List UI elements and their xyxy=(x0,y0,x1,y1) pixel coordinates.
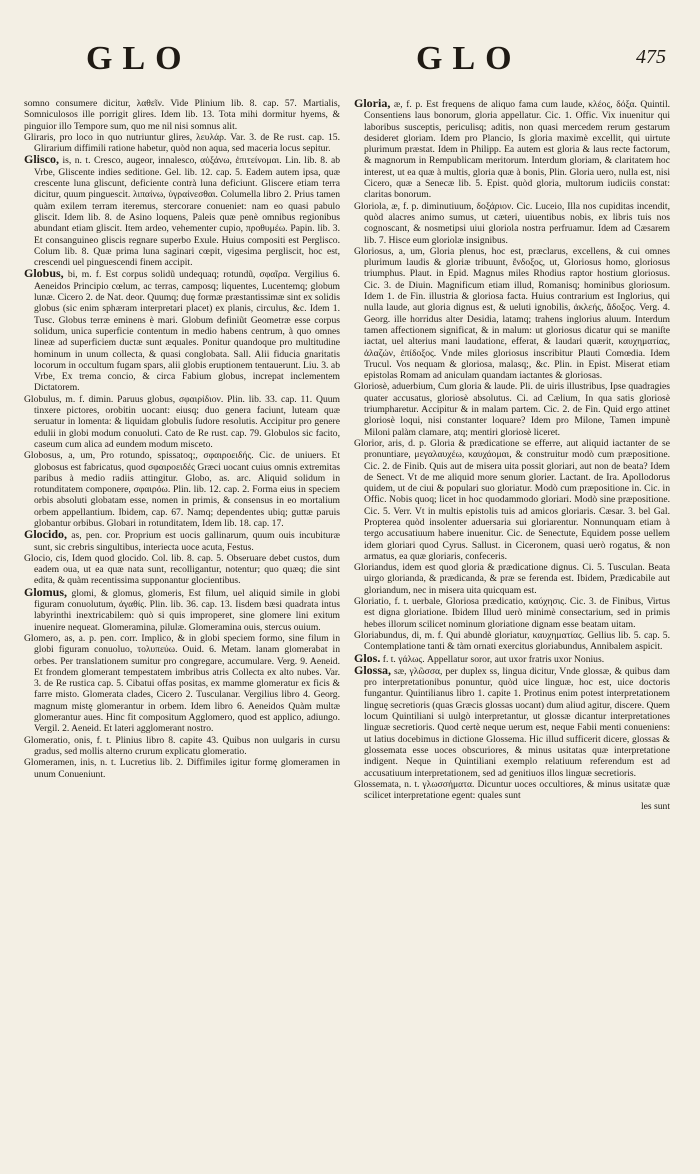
entry-text: Glorior, aris, d. p. Gloria & prædicatione se efferre, aut aliquid iactanter de se pronuntiare, μεγαλαυχέω, καυχάομαι, & construitur modò cum præpositione. Cic. 2. de Finib. Quis aut de misera uita possit gloriari, aut non de beata? Idem de Senect. Vt de me aliquid more senum glorier. Lactant. de Ira. Apollodorus quidem, ut de ciui & populari suo gloriatur. Modò cum præpositione in. Cic. in Offic. Nobis quoq; licet in hoc quodammodo gloriari. Modò sine præpositione. Cic. 5. Verr. Vt in multis epistolis tuis ad amicos gloriaris. Cæsar. 3. bel Gal. Propterea quòd insolenter aduersaria sui gloriarentur. Nonnunquam etiam à tergo accusatiuum habere inuenitur. Cic. de Senectute, Equidem posse uellem idem gloriari quod Cyrus. Sallust. in Ciceronem, quasi uerò rogatus, & non armatus, ea quæ gloriaris, confeceris. xyxy=(354,437,670,562)
dictionary-entry xyxy=(24,757,340,780)
dictionary-entry xyxy=(354,201,670,246)
entry-text: Globulus, m. f. dimin. Paruus globus, σφαιρίδιον. Plin. lib. 33. cap. 11. Quum tinxere pictores, orobitin uocant: eiusq; duo genera faciunt, luteam quæ seruatur in lomenta: & liquidam globulis ſudore resolutis. Accipitur pro genere edulii in globi modum conuoluti. Cato de Re rust. cap. 79. Globulos sic facito, caseum cum alica ad eundem modum misceto. xyxy=(24,393,340,450)
dictionary-entry xyxy=(354,596,670,630)
entry-text: Gloriatio, f. t. uerbale, Gloriosa prædicatio, καύχησις. Cic. 3. de Finibus, Virtus est digna gloriatione. Ibidem Illud uerò minimè consectarium, sed in primis hebes illorum scilicet nominum gloriatione dignam esse beatam uitam. xyxy=(354,596,670,630)
right-column xyxy=(354,98,670,813)
entry-text: Glocio, cis, Idem quod glocido. Col. lib. 8. cap. 5. Obseruare debet custos, dum eadem oua, ut ea quæ nata sunt, recolligantur, notentur; quo quæq; die sint edita, & quàm recentissima supponantur glocientibus. xyxy=(24,552,340,587)
entry-text: Gloriosus, a, um, Gloria plenus, hoc est, præclarus, excellens, & cui omnes plurimum laudis & gloriæ tribuunt, ἔνδοξος, ut, Gloriosus homo, gloriosus triumphus. Plaut. in Epid. Magnus miles Rhodius raptor hostium gloriosus. Cic. 3. de Diuin. Magnificum etiam illud, Romanisq; hominibus gloriosum. Idem 1. de Fin. illustria & gloriosa facta. Huius contrarium est Inglorius, qui nulla laude, aut gloria dignus est, & ueluti ignobilis, ἀκλεής, ἄδοξος. Verg. 4. Georg. ille horridus alter Desidia, latamq; trahens inglorius aluum. Interdum tamen affectionem significat, & in malum: ut gloriosus dicatur qui se maniſte iactat, uel alterius mani laudationε, efferat, & laudari quærit, καυχηματίας, ἀλαζών, ἐπίδοξος. Vnde miles gloriosus inscribitur Plauti Comœdia. Idem Trucul. Vos nequam & gloriosa, malasq;, &c. Plin. in Epist. Miserat etiam epistolas Romam ad aniculam quandam iactantes & gloriosas. xyxy=(354,245,670,382)
dictionary-entry xyxy=(24,735,340,758)
entry-text: is, n. t. Cresco, augeor, innalesco, αὐξάνω, ἐπιτείνομαι. Lin. lib. 8. ab Vrbe, Gliscente indies seditione. Gel. lib. 12. cap. 5. Eadem autem ipsa, quæ crescente luna gliscunt, deficiente contrà luna deficiunt. Gliscere etiam terra dicitur, quum pinguescit. λιπαίνω, ὑγραίνεσθαι. Columella libro 2. Prius tamen quàm exilem terram iteremus, stercorare conueniet: nam eo quasi pabulo gliscit. Idem lib. 8. de Asino loquens, Paleis quæ penè omnibus regionibus abundant etiam gliscit. Item ardeo, vehementer cupio, προθυμέω. Papin. lib. 3. Et consanguineo gliscis regnare superbo Exule. Huius compositi est Pergliscο. Colum lib. 8. Quæ prima luna saginari cœpit, vigesima pergliscit, hoc est, crescendi uel pinguescendi finem accipit. xyxy=(34,155,340,269)
entry-headword: Glocido, xyxy=(24,527,68,542)
entry-text: as, pen. cor. Proprium est uocis gallinarum, quum ouis incubituræ sunt, sic crebris singultibus, interiecta uoce acuta, Festus. xyxy=(34,530,340,553)
running-header xyxy=(24,40,678,80)
entry-text: Glomero, as, a. p. pen. corr. Implico, & in globi speciem formo, sine filum in globi figuram conuoluo, τολυπεύω. Ouid. 6. Metam. lanam glomerabat in orbes. Per translationem sumitur pro congregare, accumulare. Verg. 9. Aeneid. Et frondem glomerant tempestatem imbribus atris Collecta ex alto nubes. Var. 3. de Re rustica cap. 5. Cibatui offas positas, ex mamme glomeratur ex ficis & farre mistο. Glomerata clades, Cicero 2. Tusculanar. Vergilius libro 4. Georg. magnum mistę glomerantur in orbem. Idem libro 6. Aeneidos Quàm multæ glomerantur aues. Hinc fit compositum Agglomero, quod est applico, adiungo. Vergil. 2. Aeneid. Et lateri agglomerant nostro. xyxy=(24,632,340,735)
dictionary-entry xyxy=(354,381,670,437)
entry-text: Globosus, a, um, Pro rotundo, spissatoq;, σφαιροειδής. Cic. de uniuers. Et globosus est fabricatus, quod σφαιροειδές Græci uocant cuius omnis extremitas paribus à medio radiis attingitur. Globo, as. arc. Aliquid solidum in rotunditatem componere, σφαιρόω. Plin. lib. 12. cap. 2. Forma eius in speciem orbis absoluti globatam esse, nomen in primis, & consensus in eo mortalium orbem appellantium. Ibidem, cap. 67. Namq; dependentes ubiq; guttæ paruis globantur orbibus. Globari in rotunditatem, Idem lib. 18. cap. 17. xyxy=(24,450,340,529)
dictionary-entry xyxy=(354,562,670,596)
entry-text: glomi, & glomus, glomeris, Est filum, uel aliquid simile in globi figuram conuolutum, ἀγαθίς. Plin. lib. 36. cap. 13. Iisdem bæsi quadrata intus labyrinthi inextricabilem: quò si quis improperet, sine glomere lini exitum inuenire nequeat. Glomeramina, pilulæ. Glomeramina ouis, stercus ouium. xyxy=(34,587,340,633)
dictionary-entry xyxy=(24,584,340,633)
dictionary-entry xyxy=(24,633,340,735)
dictionary-entry xyxy=(24,553,340,587)
entry-text: Gloriandus, idem est quod gloria & prædicatione dignus. Ci. 5. Tusculan. Beata uirgo glorianda, & prædicanda, & præ se ferenda est. Ibidem, Prædicabile aut gloriandum, nec in misera uita quicquam est. xyxy=(354,562,670,596)
dictionary-entry xyxy=(24,394,340,450)
page-number: 475 xyxy=(636,46,666,68)
entry-text: bi, m. f. Est corpus solidũ undequaq; rotundũ, σφαῖρα. Vergilius 6. Aeneidos Principio cœlum, ac terras, camposq; liquentes, Lucentemq; globum lunæ. Cicero 2. de Nat. deor. Quumq; duę formæ præstantissimæ sint ex solidis globus (sic enim sphæram interpretari placet) ex planis, circulus, &c. Idem 1. Tusc. Globus terræ eminens è mari. Globum definiũt Geometræ esse corpus solidum, unica superficie contentum in medio habens centrum, à quo omnes lineæ ad superficiem ductæ sunt æquales. Ponitur quandoque pro multitudine hominum in unum collecta, & quasi conglobata. Sall. Alii fiducia gnaritatis locorum in occultum fugam spars, alii globis eruptionem tentauerunt. Liu. 3. ab Vrbe, Ex trema concio, & circa Fabium globus, increpat inclementem Dictatorem. xyxy=(34,269,340,394)
dictionary-entry xyxy=(24,98,340,132)
entry-headword: Gloria, xyxy=(354,96,391,110)
entry-text: Gloriabundus, di, m. f. Qui abundè gloriatur, καυχηματίας. Gellius lib. 5. cap. 5. Contemplatione tanti & tàm ornati exercitus gloriabundus, Annibalem aspicit. xyxy=(354,629,670,653)
dictionary-entry xyxy=(354,246,670,382)
entry-text: Glomeramen, inis, n. t. Lucretius lib. 2. Diffimiles igitur formę glomeramen in unum Conueniunt. xyxy=(24,757,340,780)
entry-text: Glomeratio, onis, f. t. Plinius libro 8. capite 43. Quibus non uulgaris in cursu gradus, sed mollis alterno crurum explicatu glomeratio. xyxy=(24,734,340,757)
entry-text: Gliraris, pro loco in quo nutriuntur glires, λευλάρ. Var. 3. de Re rust. cap. 15. Glirarium diffimili ratione habetur, quòd non aqua, sed maceria locus sepitur. xyxy=(24,131,340,155)
right-running-title: GLO xyxy=(416,40,522,77)
entry-text: æ, f. p. Est frequens de aliquo fama cum laude, κλέος, δόξα. Quintil. Consentiens laus bonorum, gloria appellatur. Cic. 1. Offic. Vix inuenitur qui laboribus susceptis, periculisq; aditis, non quasi mercedem rerum gestarum desideret gloriam. Idem pro Plancio, Is gloria maximè excellit, qui uirtute plurimum præstat. Idem in Philipp. Ea autem est gloria & laus recte factorum, & magnorum in Rempublicam meritorum. Interdum gloriam, & claritatem hoc interest, ut ea quæ à multis, gloria quæ à bonis, Plin. Gloria uero, nulla est, nisi Cicero, quæ a Senecæ lib. 5. Epist. quòd gloria, multorum iudiciis constat: claritas bonorum. xyxy=(364,99,671,201)
entry-headword: Glos. xyxy=(354,650,381,665)
dictionary-entry xyxy=(354,630,670,653)
text-columns xyxy=(24,98,678,813)
entry-text: Glossemata, n. t. γλωσσήματα. Dicuntur uoces occultiores, & minus usitatæ quæ scilicet interpretatione egent: quales sunt xyxy=(354,778,670,802)
left-column xyxy=(24,98,340,813)
left-running-title: GLO xyxy=(86,40,192,77)
entry-text: Gloriosè, aduerbium, Cum gloria & laude. Pli. de uiris illustribus, Ipse quadragies quater accusatus, gloriosè absolutus. Ci. ad Cælium, In qua satis gloriosè triumpharetur. Accipitur & in malam partem. Cic. 2. de Fin. Quid ergo attinet gloriosè loqui, nisi constanter loquare? Idem pro Milone, Tamen impunè Miloni palàm clamare, atq; mentiri gloriosè liceret. xyxy=(354,381,670,438)
entry-headword: Glossa, xyxy=(354,662,392,677)
dictionary-entry xyxy=(354,438,670,562)
dictionary-entry xyxy=(354,98,670,201)
entry-headword: Globus, xyxy=(24,266,64,281)
entry-headword: Glisco, xyxy=(24,152,59,167)
entry-text: sæ, γλῶσσα, per duplex ss, lingua dicitur, Vnde glossæ, & quibus dam pro interpretationibus ponuntur, quòd uice linguæ, hoc est, uice doctoris fungantur. Quintilianus libro 1. capite 1. Protinus enim potest interpretationem linguę secretioris (quas Græcis glossas uocant) dum aliud agitur, discere. Quem locum Quintiliani si uulgò interpretantur, ut glossæ dicantur interpretationes linguæ secretioris. Quod certè neque uerum est, neque Fabii menti conueniens: ut latius docebimus in dictione Glossema. Hic illud sufficerit dicere, glossas & glossemata esse uoces obscuriores, & minus usitatas quæ interpretatione indigent. Neque in Quintiliani exemplo relatiuum referendum est ad accusatiuum interpretationem, sed ad genitiuos illos linguæ secretioris. xyxy=(364,665,670,779)
dictionary-entry xyxy=(24,132,340,155)
entry-text: Gloriola, æ, f. p. diminutiuum, δοξάριον. Cic. Luceio, Illa nos cupiditas incendit, quòd alacres animo sumus, ut cæteri, uiuentibus nobis, ex libris tuis nos cognoscant, & nosmetipsi uiui gloriola nostra perfruamur. Idem ad Cæsarem lib. 7. Hisce eum gloriolæ insignibus. xyxy=(354,200,670,246)
dictionary-entry xyxy=(354,650,670,665)
dictionary-entry xyxy=(354,662,670,779)
dictionary-entry xyxy=(24,450,340,529)
catchword: les sunt xyxy=(640,801,670,813)
entry-text: f. t. γάλως. Appellatur soror, aut uxor fratris uxor Nonius. xyxy=(382,653,605,665)
dictionary-entry xyxy=(24,154,340,268)
dictionary-entry xyxy=(24,268,340,393)
dictionary-entry xyxy=(24,529,340,553)
entry-headword: Glomus, xyxy=(24,584,68,599)
dictionary-entry xyxy=(354,779,670,802)
entry-text: somno consumere dicitur, λαθεῖν. Vide Plinium lib. 8. cap. 57. Martialis, Somniculosos ille porrigit glires. Idem lib. 13. Tota mihi dormitur hyems, & pinguior illo Tempore sum, quo me nil nisi somnus alit. xyxy=(24,98,340,132)
